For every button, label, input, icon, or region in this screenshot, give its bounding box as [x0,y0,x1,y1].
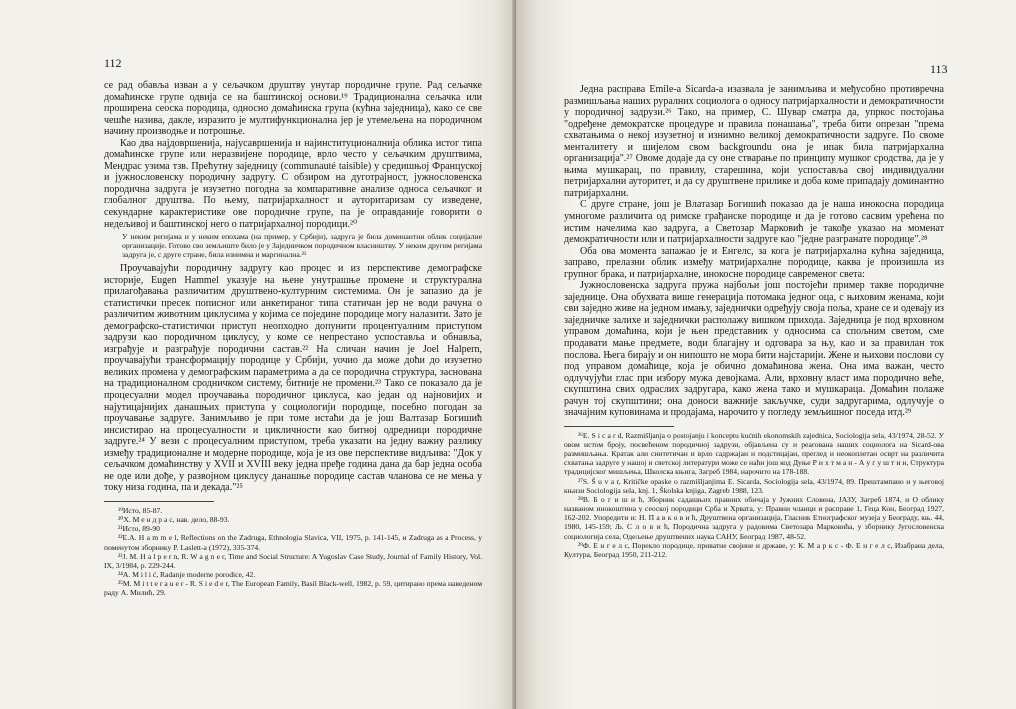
footnote: ²³J. M. H a l p e r n, R. W a g n e r, Time and Social Structure: A Yugoslav Case Study, Journal of Family History, Vol. IX, 3/1984, p. 229-244. [104,551,482,570]
quote-text: У неким регијама и у неким епохама (на пример, у Србији), задруга је била доминантни облик социјалне организације. Готово сво земљиште било је у Заједничком породичном власништву. У неким другим регијама задруга је, с друге стране, била изнимна и маргинална.²¹ [122,232,482,260]
paragraph: С друге стране, још је Влатазар Богишић показао да је наша инокосна породица умногоме различита од римске грађанске породице и да је готово сасвим урећена по истим начелима као задруга, а Светозар Марковић је такође указао на моменат демократичности или и патријархалности задруге као "једне разгранате породице".²⁸ [564,199,944,246]
footnote-divider [564,426,674,427]
footnote: ²⁷S. Š u v a r, Kritičke opaske o razmišljanjima E. Sicarda, Sociologija sela, 43/1974, 89. Прештампано и у његовој књизи Sociologija sela, knj. 1, Školska knjiga, Zagreb 1988, 123. [564,476,944,495]
page-number-right: 113 [930,62,948,76]
footnotes [104,506,482,598]
paragraph: Као два најдовршенија, најусавршенија и најинституционалнија облика истог типа домаћинске групе или неразвијене породице, врло често у сељачким друштвима, Мендрас узима тзв. Прећутну заједницу (communauté taisible) у средишњој Француској и јужнословенску породичну задругу. С обзиром на дуготрајност, јужнословенска породична задруга је изузетно погодна за компаративне анализе односа сељачког и глобалног друштва. По њему, патријархалност и ауторитаризам су изведене, секундарне карактеристике ове породичне групе, па је оправданије говорити о недељивој и баштинској него о патријархалној породици.²⁰ [104,137,482,230]
footnote: ²¹Исто, 89-90 [118,524,160,534]
footnote: ²⁰Х. М е н д р а с, нав. дело, 88-93. [118,515,230,525]
footnote: ²⁹Ф. Е н г е л с, Порекло породице, приватне својине и државе, у: К. М а р к с - Ф. Е н г е л с, Изабрана дела, Култура, Београд 1950, 211-212. [564,540,944,559]
block-quote-paragraph: Јужнословенска задруга пружа најбољи још постојећи пример такве породичне заједнице. Она обухвата више генерација потомака једног оца, с њиховим женама, који сви заједно живе на једном имању, заједнички одређују своја поља, хране се и одевају из заједничке залихе и заједнички располажу вишком прихода. Заједница је под врховном управом домаћина, који је њен представник у односима са спољним светом, сме продавати мање предмете, води благајну и одговара за њу, као и за правилан ток послова. Њега бирају и он нипошто не мора бити најстарији. Жене и њихови послови су под управом домаћице, која је обично домаћинова жена. Она има важан, често одлучујући глас при избору мужа девојкама. Али, врховну власт има породично веће, скупштина свих одраслих задругара, како жена тако и мушкараца. Домаћин полаже рачун тој скупштини; она доноси важније закључке, суди задругарима, одлучује о значајним куповинама и продајама, нарочито у погледу земљишног поседа итд.²⁹ [564,280,944,419]
left-text-column [104,80,482,597]
right-text-column [564,84,944,559]
block-quote [122,233,482,260]
footnote: ²²E.A. H a m m e l, Reflections on the Zadruga, Ethnologia Slavica, VII, 1975, p. 141-145, и Zadruga as a Process, у поменутом зборнику P. Laslett-a (1972), 335-374. [104,533,482,552]
paragraph: се рад обавља изван а у сељачком друштву унутар породичне групе. Рад сељачке домаћинске групе одвија се на баштинској основи.¹⁹ Традиционална сељачка или проширена сеоска породица, односно домаћинска група (кућна заједница), како се све чешће назива, дакле, изразито је мултифункционална јер је утемељена на породичном начину производње и потрошње. [104,80,482,138]
footnote: ²⁵M. M i t t e r a u e r - R. S i e d e r, The European Family, Basil Black-well, 1982, p. 59, цитирано према наведеном раду А. Милић, 29. [104,579,482,598]
footnotes [564,431,944,559]
footnote: ²⁸В. Б о г и ш и ћ, Зборник садашњих правних обичаја у Јужних Словена, ЈАЗУ, Загреб 1874, и О облику названом инокоштина у сеоској породици Срба и Хрвата, у: Правни чланци и расправе 1, Геца Кон, Београд 1927, 162-202. Упоредити и: Н. П а в к о в и ћ, Друштвена организација, Гласник Етнографског музеја у Београду, књ. 44, 1980, 145-159; Љ. С л о в и ћ, Породична задруга у радовима Светозара Марковића, у зборнику Југословенска социологија села, Одељење друштвених наука САНУ, Београд 1987, 48-52. [564,494,944,541]
footnote-divider [104,501,214,502]
footnote: ²⁶E. S i c a r d, Razmišljanja o postojanju i konceptu kućnih ekonomskih zajednica, Sociologija sela, 43/1974, 28-52. У овом истом броју, посвећеном породичној задрузи, објављена су и реагована наших социолога на Sicard-ова размишљања. Кратак али синтетичан и врло садржајан и подстицајан, преглед и неокоплетан осврт на различита схватања задруге у нашој и светској литератури може се наћи још код Дуње Р и х т м а н - А у г у ш т и н, Структура традицијског мишљења, Школска књига, Загреб 1984, нарочито на 178-188. [564,430,944,477]
footnote: ¹⁹Исто, 85-87. [118,505,163,515]
paragraph: Једна расправа Emile-a Sicarda-a изазвала је занимљива и међусобно противречна размишљања наших руралних социолога о односу патријархалности и демократичности у породичној задрузи.²⁶ Тако, на пример, С. Шувар сматра да, упркос постојања "одређене демократске процедуре и правила понашања", треба бити опрезан "према схватањима о некој изузетној и изнимно великој демократичности задруге. По своме менталитету и шијелом свом backgroundu она је ипак била патријархална организација".²⁷ Овоме додаје да су оне стварање по принципу мушког сродства, да је у њима мушкарац, по правилу, старешина, који успоставља свој индивидуални петријархални ауторитет, и да су друштвене прилике и доба коме припадају доминантно патријархални. [564,84,944,199]
footnote: ²⁴A. M i l i ć, Radanje moderne porodice, 42. [118,570,256,579]
paragraph: Оба ова момента запажао је и Енгелс, за кога је патријархална кућна заједница, заправо, прелазни облик између матријархалне породице, каква је произишла из групног брака, и патријархалне, инокосне породице савременог света: [564,245,944,280]
paragraph: Проучавајући породичну задругу као процес и из перспективе демографске историје, Eugen Hammel указује на њене унутрашње промене и структурална прилагођавања различитим друштвено-културним системима. Он је запазио да је статистички пресек пописног или анкетираног типа статичан јер не води рачуна о различитим животним циклусима у којима се поједине породице могу налазити. Зато је демографско-статистички приступ неопходно допунити процентуалним приступом задрузи као породичном циклусу, у коме се непрестано успоставља и обнавља, изграђује и разграђује породични састав.²² На сличан начин је Joel Halpern, проучавајући трансформацију породице у Србији, уочио да може доћи до изузетно великих промена у демографским параметрима а да се породична структура, заснована на традиционалном сродничком систему, битније не промени.²³ Тако се показало да је процесуални модел проучавања породичног циклуса, као један од најновијих и најутицајнијих данашњих приступа у социологији породице, посебно погодан за проучавање задруге. Занимљиво је при томе истаћи да је још Валтазар Богишић инсистирао на процесуалности и цикличности као битној одредници породичне задруге.²⁴ У вези с процесуалним приступом, треба указати на једну важну разлику између традиционалне и модерне породице, која је из ове перспективе видљива: "Док у сељачком домаћинству у XVII и XVIII веку једна пређе година дана да бар једна особа не оде или дође, у развојном циклусу данашње породице састав чланова се не мења у току низа година, па и декада."²⁵ [104,262,482,494]
page-number-left: 112 [104,56,122,70]
